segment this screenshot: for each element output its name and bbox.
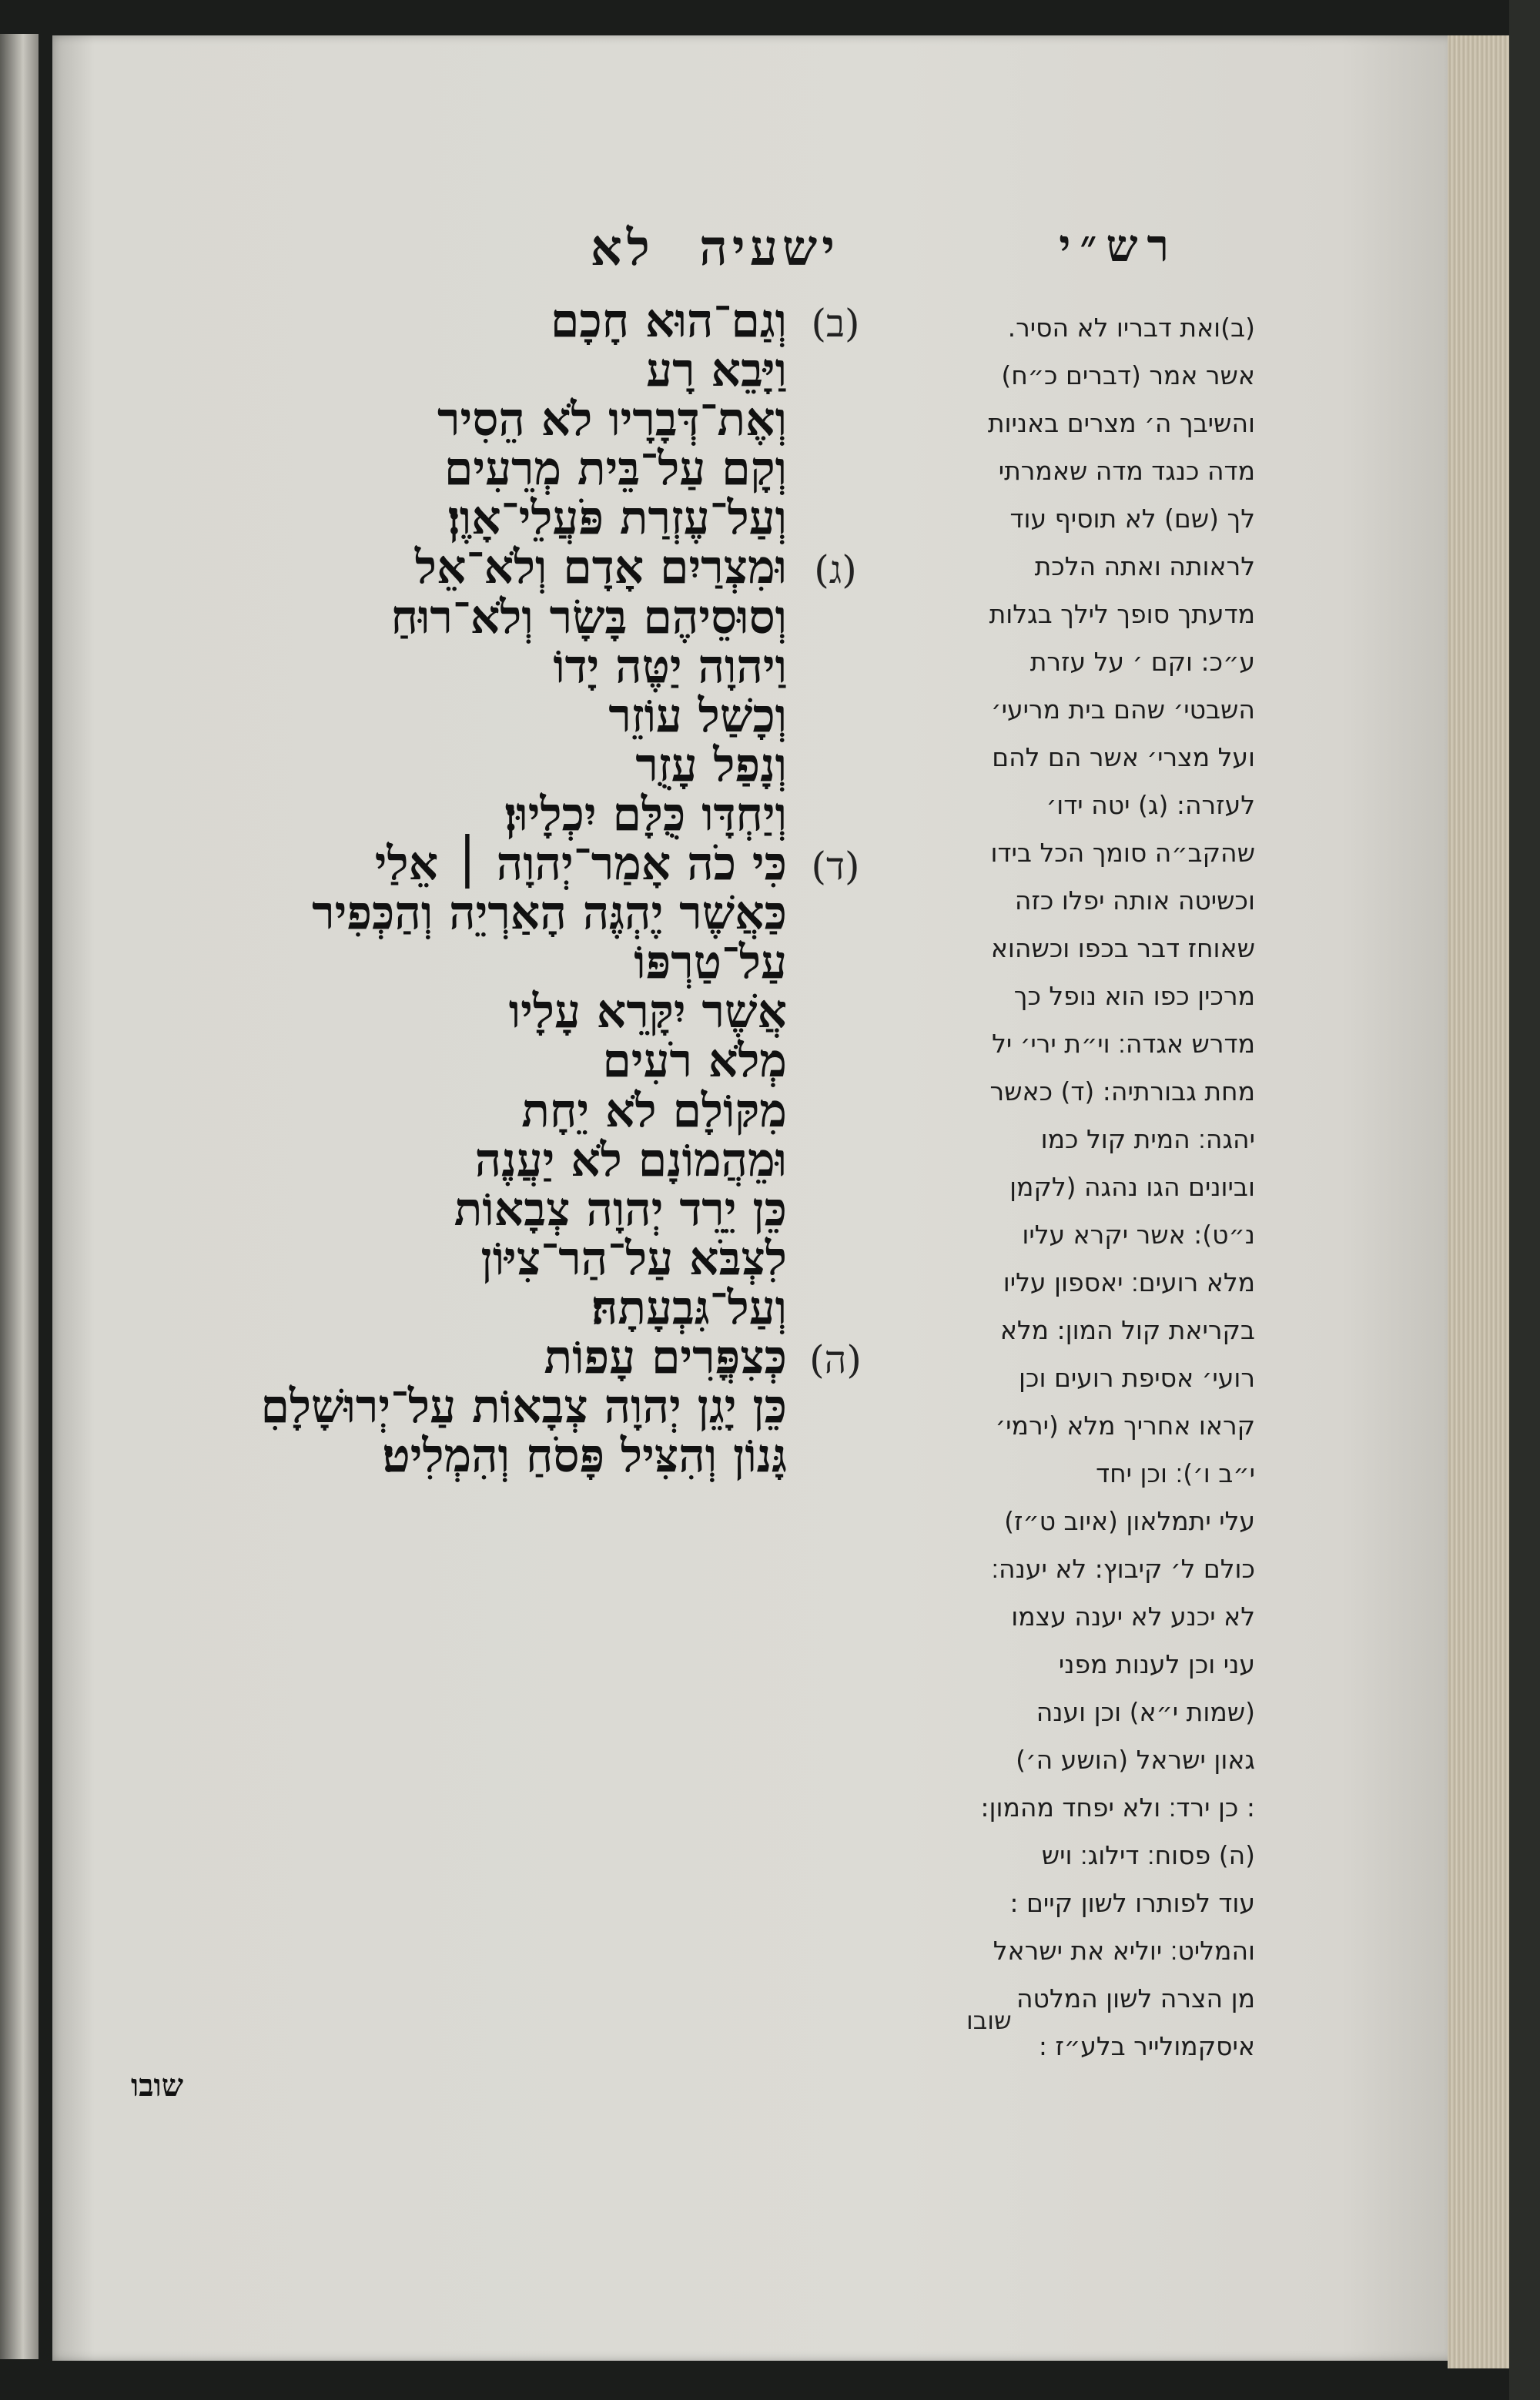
verse-text: וְקָם עַל־בֵּית מְרֵעִים bbox=[444, 442, 787, 497]
verse-text: כַּאֲשֶׁר יֶהְגֶּה הָאַרְיֵה וְהַכְּפִיר bbox=[312, 886, 787, 941]
verse-line bbox=[46, 1182, 878, 1237]
rashi-line: (ה) פסוח׃ דילוג׃ ויש bbox=[1041, 1840, 1255, 1870]
rashi-line: מרכין כפו הוא נופל כך bbox=[1013, 981, 1255, 1011]
verse-number: (ג) bbox=[814, 547, 857, 593]
rashi-line: עלי יתמלאון (איוב ט״ז) bbox=[1004, 1506, 1255, 1536]
rashi-line: איסקמולייר בלע״ז : bbox=[1038, 2031, 1255, 2061]
running-header-commentary: רש״י bbox=[1059, 219, 1178, 272]
rashi-line: כולם ל׳ קיבוץ: לא יענה׃ bbox=[991, 1554, 1255, 1584]
verse-text: כֵּן יָגֵן יְהוָה צְבָאוֹת עַל־יְרוּשָׁלָםִ bbox=[260, 1380, 787, 1434]
rashi-line: וכשיטה אותה יפלו כזה bbox=[1014, 885, 1255, 915]
rashi-line: קראו אחריך מלא (ירמי׳ bbox=[995, 1411, 1255, 1441]
catchword-main: שובו bbox=[131, 2067, 184, 2104]
verse-line bbox=[46, 886, 878, 941]
verse-number: (ב) bbox=[811, 301, 860, 346]
catchword-rashi: שובו bbox=[966, 2006, 1012, 2035]
verse-text: וְכָשַׁל עוֹזֵר bbox=[608, 688, 787, 743]
verse-line bbox=[46, 1429, 878, 1484]
rashi-line: יהגה׃ המית קול כמו bbox=[1040, 1124, 1255, 1154]
verse-line bbox=[46, 936, 878, 990]
verse-line bbox=[46, 1380, 878, 1434]
verse-text: וְגַם־הוּא חָכָם bbox=[550, 294, 787, 348]
verse-line bbox=[46, 590, 878, 644]
verse-text: כִּי כֹה אָמַר־יְהוָה ׀ אֵלַי bbox=[374, 837, 787, 892]
rashi-line: השבטי׳ שהם בית מריעי׳ bbox=[990, 695, 1255, 725]
verse-text: וְסוּסֵיהֶם בָּשָׂר וְלֹא־רוּחַ bbox=[390, 590, 787, 644]
verse-line bbox=[46, 688, 878, 743]
verse-text: וְיַחְדָּו כֻּלָּם יִכְלָיוּן׃ bbox=[504, 787, 787, 842]
rashi-line: אשר אמר (דברים כ״ח) bbox=[1001, 360, 1255, 390]
verse-text: מִקּוֹלָם לֹא יֵחָת bbox=[521, 1083, 787, 1138]
rashi-line: עוד לפותרו לשון קיים : bbox=[1009, 1888, 1255, 1918]
running-header-book-chapter: ישעיה לא bbox=[590, 219, 839, 277]
rashi-line: ועל מצרי׳ אשר הם להם bbox=[992, 742, 1255, 772]
verse-line bbox=[46, 1330, 878, 1384]
verse-line bbox=[46, 541, 878, 595]
verse-line bbox=[46, 787, 878, 842]
rashi-line: וביונים הגו נהגה (לקמן bbox=[1009, 1172, 1255, 1202]
rashi-line: לך (שם) לא תוסיף עוד bbox=[1009, 504, 1255, 534]
verse-text: וְאֶת־דְּבָרָיו לֹא הֵסִיר bbox=[437, 393, 787, 447]
rashi-line: רועי׳ אסיפת רועים וכן bbox=[1019, 1363, 1255, 1393]
verse-text: וַיָּבֵא רָע bbox=[646, 343, 787, 398]
verse-text: וְעַל־עֶזְרַת פֹּעֲלֵי־אָוֶן׃ bbox=[447, 491, 787, 546]
rashi-line: והשיבך ה׳ מצרים באניות bbox=[987, 408, 1255, 438]
verse-line bbox=[46, 442, 878, 497]
rashi-line: לראותה ואתה הלכת bbox=[1034, 551, 1255, 581]
left-page-edge bbox=[0, 34, 38, 2359]
verse-line bbox=[46, 1231, 878, 1286]
verse-text: לִצְבֹּא עַל־הַר־צִיּוֹן bbox=[480, 1231, 787, 1286]
rashi-commentary-column bbox=[916, 304, 1255, 2061]
verse-line bbox=[46, 393, 878, 447]
rashi-line: לעזרה: (ג) יטה ידו׳ bbox=[1046, 790, 1255, 820]
rashi-line: מדה כנגד מדה שאמרתי bbox=[998, 456, 1255, 486]
rashi-line: שאוחז דבר בכפו וכשהוא bbox=[990, 933, 1255, 963]
rashi-line: מלא רועים׃ יאספון עליו bbox=[1003, 1267, 1255, 1297]
verse-text: מְלֹא רֹעִים bbox=[602, 1034, 787, 1089]
rashi-line: והמליט׃ יוליא את ישראל bbox=[993, 1936, 1255, 1966]
rashi-line: (ב)ואת דבריו לא הסיר. bbox=[1007, 313, 1255, 343]
rashi-line: גאון ישראל (הושע ה׳) bbox=[1016, 1745, 1255, 1775]
verse-line bbox=[46, 985, 878, 1039]
verse-text: וְנָפַל עָזֻר bbox=[635, 738, 787, 792]
verse-line bbox=[46, 837, 878, 892]
verse-text: וְעַל־גִּבְעָתָהּ׃ bbox=[591, 1280, 787, 1335]
verse-line bbox=[46, 1083, 878, 1138]
page-edges bbox=[1448, 35, 1509, 2368]
verse-number: (ה) bbox=[809, 1337, 862, 1382]
verse-line bbox=[46, 1133, 878, 1187]
rashi-line: לא יכנע לא יענה עצמו bbox=[1011, 1602, 1255, 1632]
verse-text: כְּצִפֳּרִים עָפוֹת bbox=[544, 1330, 787, 1384]
rashi-line: : כן ירד׃ ולא יפחד מהמון: bbox=[980, 1792, 1255, 1823]
scripture-text-column bbox=[46, 296, 878, 2114]
rashi-line: מדעתך סופך לילך בגלות bbox=[989, 599, 1255, 629]
rashi-line: מדרש אגדה׃ וי״ת ירי׳ יל bbox=[992, 1029, 1255, 1059]
verse-line bbox=[46, 296, 878, 346]
verse-text: כֵּן יֵרֵד יְהוָה צְבָאוֹת bbox=[454, 1182, 787, 1237]
verse-text: וּמִצְרַיִם אָדָם וְלֹא־אֵל bbox=[414, 541, 787, 595]
rashi-line: נ״ט): אשר יקרא עליו bbox=[1022, 1220, 1255, 1250]
rashi-line: י״ב ו׳)׃ וכן יחד bbox=[1096, 1458, 1255, 1488]
book-cover-edge bbox=[1509, 0, 1540, 2400]
verse-text: עַל־טַרְפּוֹ bbox=[634, 936, 787, 990]
verse-line bbox=[46, 1280, 878, 1335]
verse-line bbox=[46, 491, 878, 546]
rashi-line: בקריאת קול המון: מלא bbox=[999, 1315, 1255, 1345]
verse-number: (ד) bbox=[811, 844, 860, 889]
rashi-line: שהקב״ה סומך הכל בידו bbox=[990, 838, 1255, 868]
rashi-line: ע״כ: וקם ׳ על עזרת bbox=[1029, 647, 1255, 677]
verse-text: אֲשֶׁר יִקָּרֵא עָלָיו bbox=[508, 985, 787, 1039]
rashi-line: עני וכן לענות מפני bbox=[1058, 1649, 1255, 1679]
verse-line bbox=[46, 639, 878, 694]
rashi-line: מחת גבורתיה: (ד) כאשר bbox=[989, 1076, 1255, 1106]
verse-text: וַיהוָה יַטֶּה יָדוֹ bbox=[553, 639, 787, 694]
rashi-line: מן הצרה לשון המלטה bbox=[1016, 1983, 1255, 2013]
verse-line bbox=[46, 1034, 878, 1089]
verse-line bbox=[46, 738, 878, 792]
verse-text: וּמֵהֲמוֹנָם לֹא יַעֲנֶה bbox=[474, 1133, 787, 1187]
verse-text: גָּנוֹן וְהִצִּיל פָּסֹחַ וְהִמְלִיט׃ bbox=[382, 1429, 787, 1484]
rashi-line: (שמות י״א) וכן וענה bbox=[1036, 1697, 1255, 1727]
verse-line bbox=[46, 343, 878, 398]
